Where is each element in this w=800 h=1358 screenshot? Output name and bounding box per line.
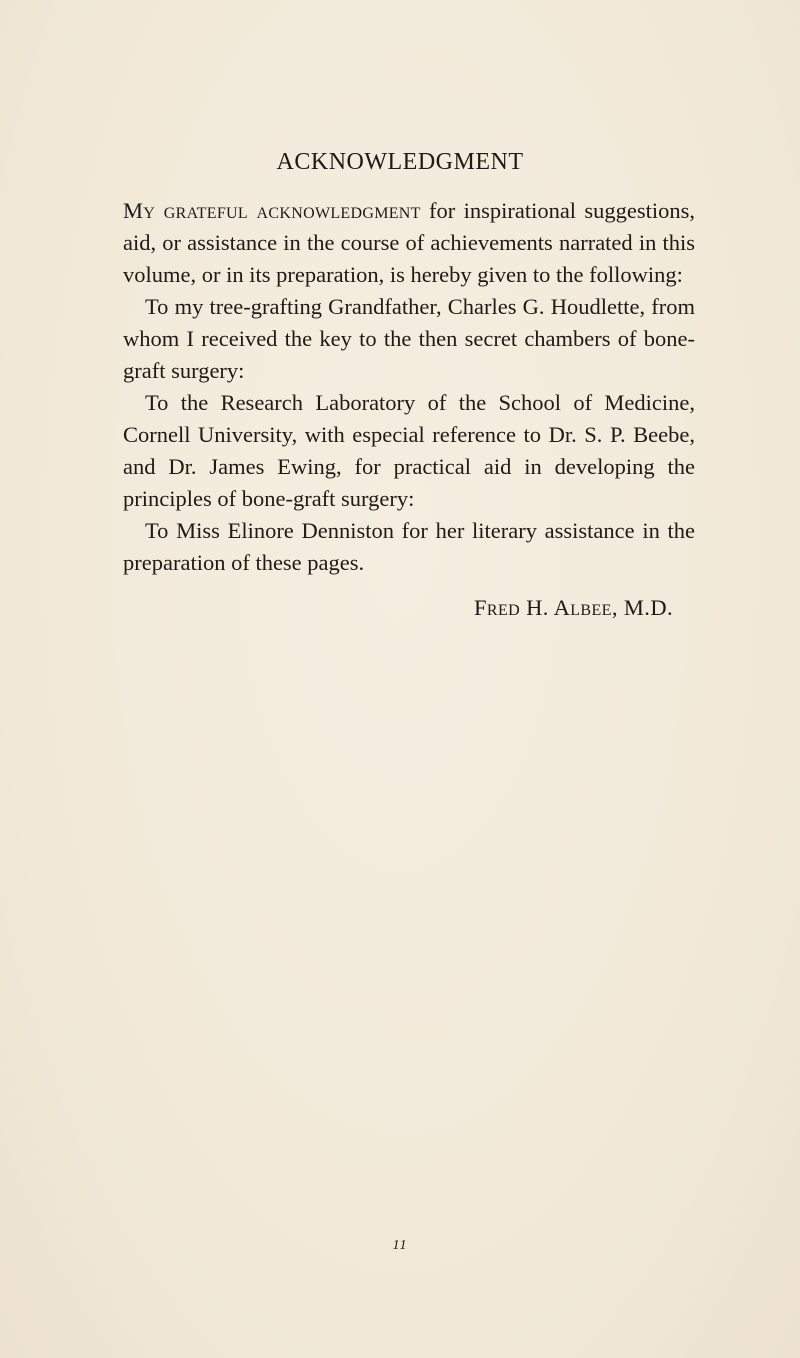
paragraph-grandfather: To my tree-grafting Grandfather, Charles G. Houdlette, from whom I received the key to the then secret chambers of bone-graft surgery: — [123, 294, 695, 383]
author-signature: Fred H. Albee, M.D. — [474, 595, 673, 620]
page-title: ACKNOWLEDGMENT — [276, 149, 524, 175]
paragraph-research-lab: To the Research Laboratory of the School of Medicine, Cornell University, with especial reference to Dr. S. P. Beebe, and Dr. James Ewing, for practical aid in developing the principles of bone-graft surgery: — [123, 390, 695, 511]
acknowledgment-body — [123, 195, 695, 624]
paragraph-literary-assistance: To Miss Elinore Denniston for her literary assistance in the preparation of these pages. — [123, 518, 695, 575]
paragraph-intro-text: for inspirational suggestions, aid, or assistance in the course of achievements narrated in this volume, or in its preparation, is hereby given to the following: — [123, 198, 695, 287]
lead-small-caps: My grateful acknowledgment — [123, 198, 421, 223]
paragraph-intro — [123, 195, 695, 291]
page-number: 11 — [392, 1238, 408, 1253]
